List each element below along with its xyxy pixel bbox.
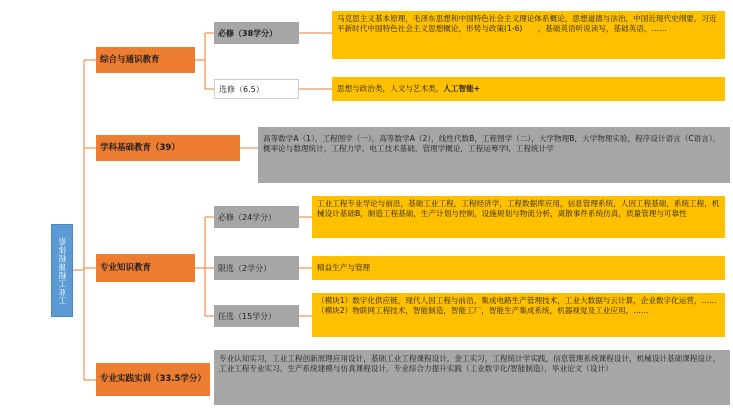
content-text: （模块1）数字化供应链，现代人因工程与前沿，集成电路生产管理技术，工业大数据与云计算，企业数字化运营，……（模块2）物联网工程技术，智能制造，智能工厂，智能生产集成系统，机器视觉及工业应用，…… xyxy=(317,296,717,316)
category-label: 专业知识教育 xyxy=(100,262,152,273)
category-discipline xyxy=(96,135,240,161)
root-label: 工业工程课程体系 xyxy=(57,236,67,305)
category-practice xyxy=(96,363,210,396)
content-general-elective xyxy=(332,77,725,101)
sub-general-elective xyxy=(214,79,299,99)
category-label: 专业实践实训（33.5学分） xyxy=(100,374,206,384)
root-node xyxy=(51,224,73,317)
content-major-required xyxy=(312,196,725,238)
sub-major-optional xyxy=(214,305,299,327)
content-discipline xyxy=(258,127,730,183)
sub-label: 选修（6.5） xyxy=(219,84,264,94)
sub-major-required xyxy=(214,206,299,228)
content-major-limited xyxy=(312,256,725,280)
content-text: 高等数学A（1），工程图学（一），高等数学A（2），线性代数B，工程图学（二），大学物理B，大学物理实验，程序设计语言（C语言），概率论与数理统计，工程力学，电工技术基础，管理学概论，工程运筹学I，工程统计学 xyxy=(263,134,721,154)
sub-major-limited xyxy=(214,256,299,280)
content-general-required xyxy=(332,11,725,59)
sub-label: 必修（24学分） xyxy=(218,212,277,222)
content-text: 工业工程专业导论与前沿，基础工业工程，工程经济学，工程数据库应用，信息管理系统，人因工程基础，系统工程，机械设计基础B，制造工程基础，生产计划与控制，设施规划与物流分析，离散事件系统仿真，质量管理与可靠性 xyxy=(317,199,720,219)
category-general xyxy=(96,47,195,73)
content-text: 马克思主义基本原理，毛泽东思想和中国特色社会主义理论体系概论，思想道德与法治，中国近现代史纲要，习近平新时代中国特色社会主义思想概论，形势与政策(1-6) ，基础英语听说读写，基础英语，…… xyxy=(337,14,717,34)
category-label: 学科基础教育（39） xyxy=(100,142,180,153)
content-text: 专业认知实习，工业工程创新原理应用设计，基础工业工程课程设计，金工实习，工程统计学实践，信息管理系统课程设计，机械设计基础课程设计，工业工程专业实习，生产系统建模与仿真课程设计，专业综合力提升实践（工业数字化/智能制造），毕业论文（设计） xyxy=(219,354,721,374)
content-major-optional xyxy=(312,293,725,337)
sub-label: 限选（2学分） xyxy=(218,263,272,273)
sub-label: 任选（15学分） xyxy=(218,311,277,321)
sub-general-required xyxy=(214,22,299,44)
sub-label: 必修（38学分） xyxy=(218,28,278,38)
content-highlight: 人工智能+ xyxy=(443,83,481,93)
content-text: 精益生产与管理 xyxy=(317,262,371,272)
category-major xyxy=(96,254,195,282)
category-label: 综合与通识教育 xyxy=(100,54,160,65)
content-practice xyxy=(214,350,730,405)
content-text: 思想与政治类，人文与艺术类， xyxy=(337,83,444,93)
